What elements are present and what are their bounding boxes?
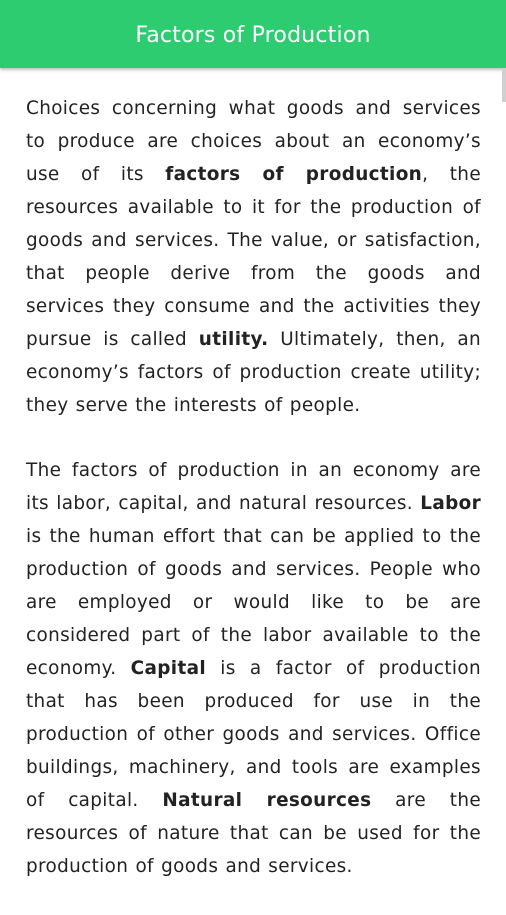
bold-term-factors-of-production: factors of production: [165, 164, 423, 185]
bold-term-utility: utility.: [198, 329, 269, 350]
scrollbar[interactable]: [502, 68, 506, 102]
article-body: [26, 92, 481, 915]
paragraph-2: [26, 454, 481, 883]
text-segment: is the human effort that can be applied to the production of goods and services. People who are employed or would like to be are considered part of the labor available to the economy.: [26, 526, 481, 679]
bold-term-capital: Capital: [130, 658, 207, 679]
text-segment: , the resources available to it for the production of goods and services. The value, or satisfaction, that people derive from the goods and services they consume and the activities they pursue is called: [26, 164, 481, 350]
paragraph-1: [26, 92, 481, 422]
text-segment: are the resources of nature that can be used for the production of goods and services.: [26, 790, 481, 877]
text-segment: The factors of production in an economy are its labor, capital, and natural resources.: [26, 460, 481, 514]
text-segment: Ultimately, then, an economy’s factors of production create utility; they serve the interests of people.: [26, 329, 481, 416]
bold-term-natural-resources: Natural resources: [162, 790, 372, 811]
page-title: Factors of Production: [135, 22, 371, 48]
text-segment: Choices concerning what goods and services to produce are choices about an economy’s use of its: [26, 98, 481, 185]
app-bar: [0, 0, 506, 68]
text-segment: is a factor of production that has been produced for use in the production of other goods and services. Office buildings, machinery, and tools are examples of capital.: [26, 658, 481, 811]
bold-term-labor: Labor: [420, 493, 481, 514]
